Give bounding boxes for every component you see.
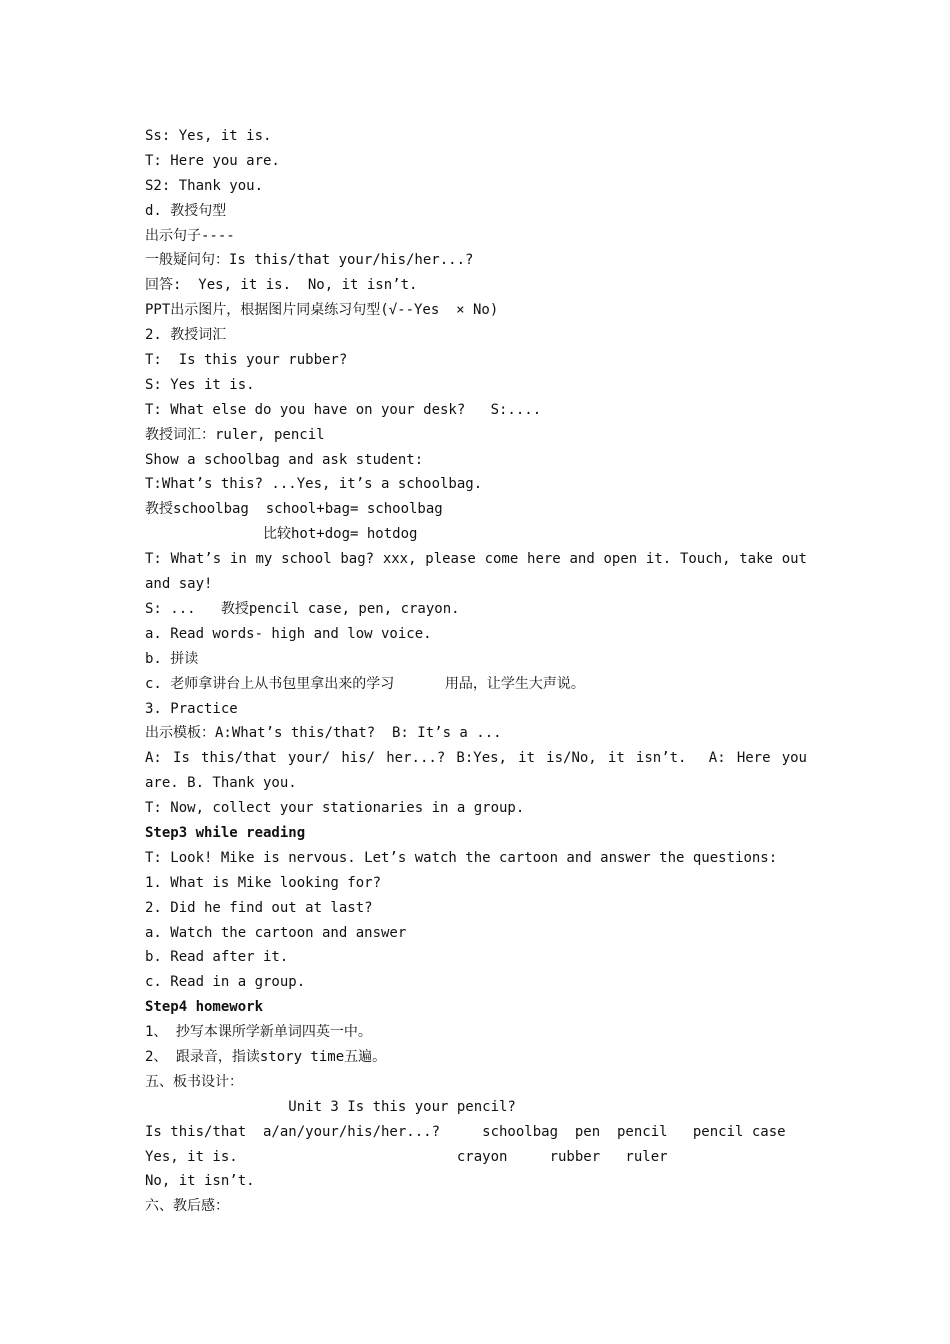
board-title: Unit 3 Is this your pencil? (145, 1098, 516, 1115)
homework-item: 2、 跟录音，指读story time五遍。 (145, 1049, 387, 1066)
step-heading: 2. 教授词汇 (145, 327, 227, 344)
board-line: No, it isn’t. (145, 1173, 255, 1190)
dialogue-line: T: What else do you have on your desk? S:.... (145, 401, 542, 418)
dialogue-line: S2: Thank you. (145, 177, 264, 194)
dialogue-line: T: Here you are. (145, 152, 280, 169)
dialogue-line: T: Now, collect your stationaries in a group. (145, 800, 525, 817)
dialogue-line: T: Look! Mike is nervous. Let’s watch the cartoon and answer the questions: (145, 849, 778, 866)
template-line: 出示模板：A:What’s this/that? B: It’s a ... (145, 725, 502, 742)
dialogue-line: S: Yes it is. (145, 376, 255, 393)
homework-item: 1、 抄写本课所学新单词四英一中。 (145, 1024, 372, 1041)
vocabulary-line: 比较hot+dog= hotdog (145, 526, 418, 543)
step-heading: 3. Practice (145, 700, 238, 717)
list-item: b. 拼读 (145, 650, 199, 667)
text-line: PPT出示图片，根据图片同桌练习句型(√--Yes × No) (145, 302, 499, 319)
list-item: c. Read in a group. (145, 974, 306, 991)
sub-step-heading: d. 教授句型 (145, 202, 227, 219)
list-item: a. Read words- high and low voice. (145, 625, 432, 642)
section-heading: Step3 while reading (145, 825, 306, 841)
dialogue-line: T:What’s this? ...Yes, it’s a schoolbag. (145, 476, 483, 493)
dialogue-line: Ss: Yes, it is. (145, 128, 272, 144)
list-item: a. Watch the cartoon and answer (145, 924, 407, 941)
board-line: Is this/that a/an/your/his/her...? schoolbag pen pencil pencil case (145, 1123, 786, 1140)
list-item: c. 老师拿讲台上从书包里拿出来的学习 用品，让学生大声说。 (145, 675, 585, 692)
vocabulary-line: 教授schoolbag school+bag= schoolbag (145, 501, 443, 518)
dialogue-line: T: Is this your rubber? (145, 352, 348, 369)
board-line: Yes, it is. crayon rubber ruler (145, 1148, 668, 1165)
list-item: b. Read after it. (145, 949, 289, 966)
dialogue-line: S: ... 教授pencil case, pen, crayon. (145, 600, 460, 617)
template-paragraph: A: Is this/that your/ his/ her...? B:Yes, it is/No, it isn’t. A: Here you are. B. Thank you. (145, 750, 816, 792)
text-line: Show a schoolbag and ask student: (145, 451, 424, 468)
answer-line: 回答: Yes, it is. No, it isn’t. (145, 277, 418, 294)
question-item: 1. What is Mike looking for? (145, 874, 382, 891)
sentence-pattern-line: 一般疑问句：Is this/that your/his/her...? (145, 252, 474, 269)
lesson-plan-body (145, 124, 816, 1219)
section-heading: Step4 homework (145, 999, 264, 1016)
dialogue-paragraph: T: What’s in my school bag? xxx, please come here and open it. Touch, take out and say! (145, 551, 816, 593)
question-item: 2. Did he find out at last? (145, 899, 373, 916)
vocabulary-line: 教授词汇：ruler, pencil (145, 426, 325, 443)
section-heading: 五、板书设计： (145, 1073, 243, 1090)
section-heading: 六、教后感： (145, 1198, 229, 1215)
text-line: 出示句子---- (145, 227, 235, 244)
